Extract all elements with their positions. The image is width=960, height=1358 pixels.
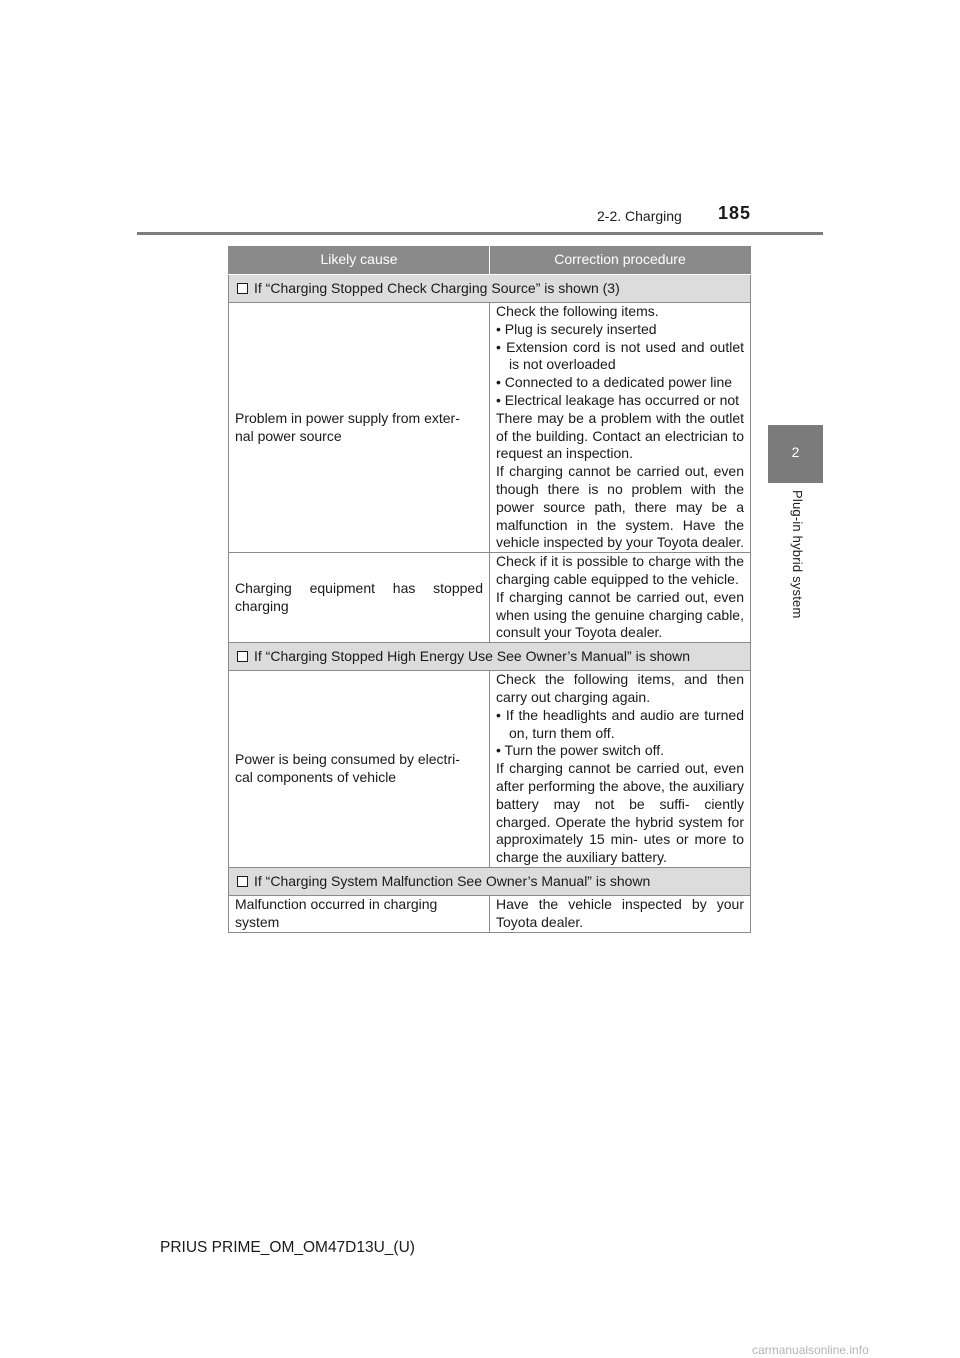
cause-line: Charging equipment has stopped charging (235, 579, 483, 614)
procedure-text: There may be a problem with the outlet of the building. Contact an electrician to request an inspection. (496, 409, 744, 462)
procedure-text: Check if it is possible to charge with the charging cable equipped to the vehicle. (496, 553, 744, 587)
chapter-title: Plug-in hybrid system (790, 490, 805, 619)
checkbox-square-icon (237, 651, 248, 662)
cause-line: system (235, 913, 280, 930)
table-row (229, 671, 751, 868)
cause-line: cal components of vehicle (235, 769, 397, 786)
header-divider (137, 232, 823, 235)
procedure-text: Check the following items, and then carry out charging again. (496, 671, 744, 705)
section-row (229, 275, 751, 303)
table-header-row (229, 246, 751, 275)
likely-cause-cell (229, 303, 490, 553)
checkbox-square-icon (237, 876, 248, 887)
procedure-bullet: • Turn the power switch off. (496, 742, 665, 759)
table-row (229, 895, 751, 932)
likely-cause-cell (229, 895, 490, 932)
section-heading (229, 275, 751, 303)
correction-procedure-cell (490, 553, 751, 643)
procedure-bullet: • Electrical leakage has occurred or not (496, 391, 740, 408)
table-body (229, 275, 751, 933)
chapter-tab (768, 425, 823, 483)
section-heading (229, 643, 751, 671)
column-header-likely-cause: Likely cause (229, 246, 490, 275)
procedure-text: Have the vehicle inspected by your Toyota dealer. (496, 895, 744, 930)
section-heading-text: If “Charging Stopped High Energy Use See Owner’s Manual” is shown (254, 647, 691, 664)
procedure-text: If charging cannot be carried out, even after performing the above, the auxiliary battery may not be suffi- ciently charged. Operate the hybrid system for approximately 15 min- utes or more to charge the auxiliary battery. (496, 760, 744, 866)
procedure-bullet: • Plug is securely inserted (496, 320, 657, 337)
page-number: 185 (718, 203, 752, 223)
procedure-text: If charging cannot be carried out, even when using the genuine charging cable, consult your Toyota dealer. (496, 588, 744, 641)
cause-line: Malfunction occurred in charging (235, 895, 438, 912)
troubleshooting-table (228, 246, 751, 933)
likely-cause-cell (229, 553, 490, 643)
procedure-bullet: • If the headlights and audio are turned on, turn them off. (496, 706, 744, 741)
cause-line: Power is being consumed by electri- (235, 751, 460, 768)
procedure-bullet: • Connected to a dedicated power line (496, 374, 733, 391)
section-heading-text: If “Charging Stopped Check Charging Source” is shown (3) (254, 279, 620, 296)
procedure-text: If charging cannot be carried out, even though there is no problem with the power source path, there may be a malfunction in the system. Have the vehicle inspected by your Toyota dealer. (496, 463, 745, 551)
likely-cause-cell (229, 671, 490, 868)
cause-line: nal power source (235, 427, 342, 444)
correction-procedure-cell (490, 671, 751, 868)
watermark: carmanualsonline.info (752, 1343, 869, 1357)
table-row (229, 303, 751, 553)
column-header-correction-procedure: Correction procedure (490, 246, 751, 275)
section-row (229, 867, 751, 895)
section-heading-text: If “Charging System Malfunction See Owner’s Manual” is shown (254, 872, 651, 889)
table-row (229, 553, 751, 643)
procedure-text: Check the following items. (496, 303, 659, 319)
correction-procedure-cell (490, 895, 751, 932)
section-heading (229, 867, 751, 895)
section-title: 2-2. Charging (597, 208, 682, 224)
cause-line: Problem in power supply from exter- (235, 409, 460, 426)
checkbox-square-icon (237, 283, 248, 294)
section-row (229, 643, 751, 671)
correction-procedure-cell (490, 303, 751, 553)
chapter-number: 2 (791, 444, 800, 460)
procedure-bullet: • Extension cord is not used and outlet is not overloaded (496, 338, 744, 373)
manual-id: PRIUS PRIME_OM_OM47D13U_(U) (160, 1239, 415, 1256)
